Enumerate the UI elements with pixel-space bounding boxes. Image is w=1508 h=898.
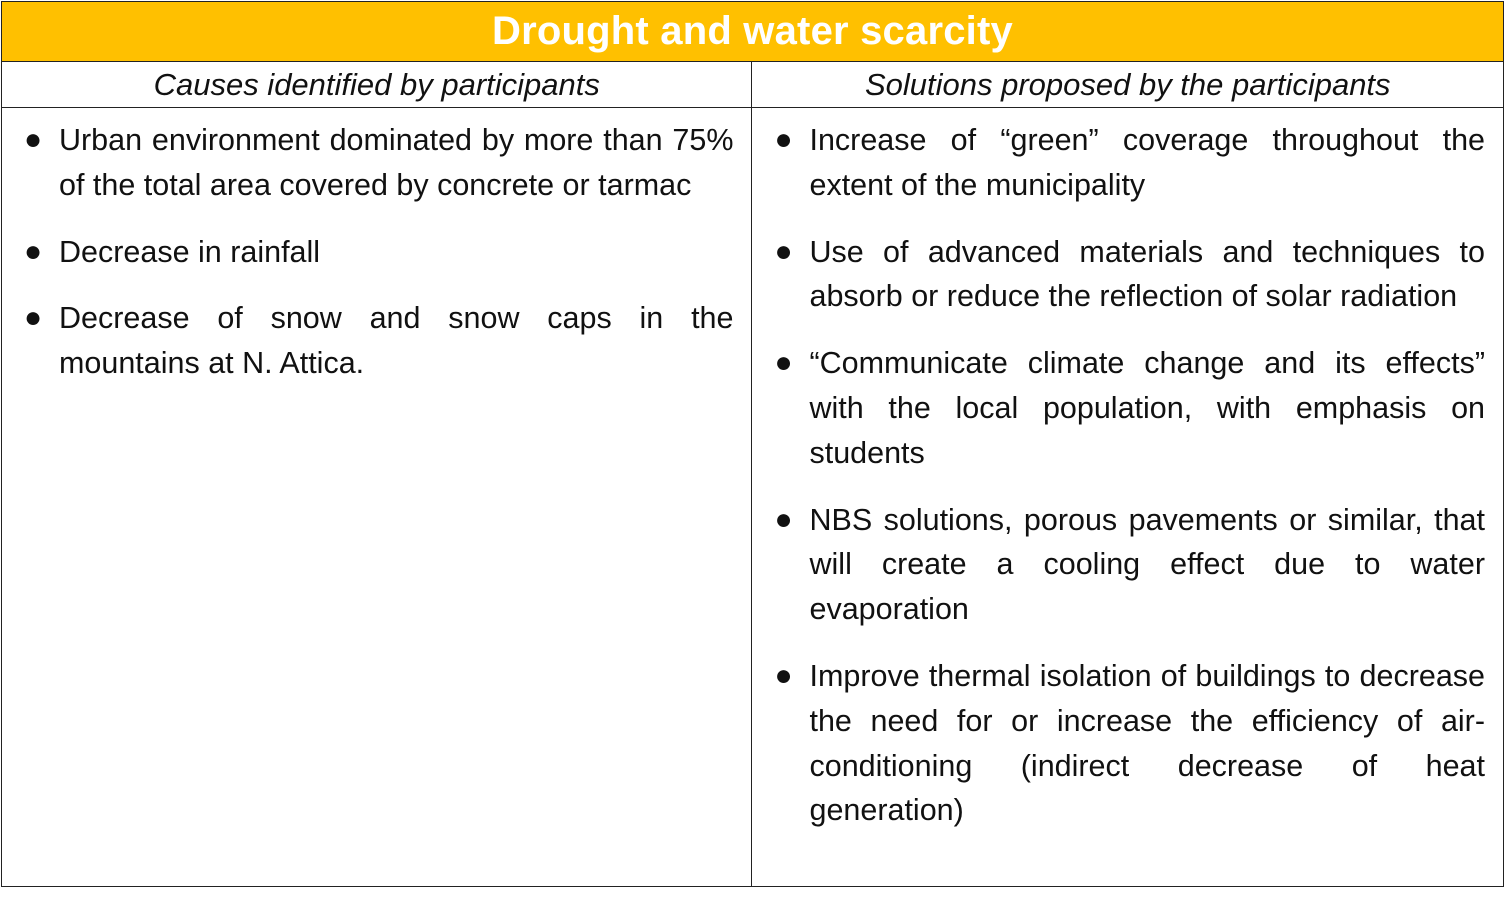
cause-text: Decrease in rainfall [59, 234, 321, 269]
solution-item [752, 654, 1485, 833]
solution-text: Use of advanced materials and techniques to absorb or reduce the reflection of solar radiation [809, 234, 1485, 314]
bullet-icon: ● [774, 234, 793, 268]
bullet-icon: ● [774, 346, 793, 380]
solution-item [752, 498, 1485, 632]
bullet-icon: ● [24, 234, 43, 268]
causes-header: Causes identified by participants [2, 62, 752, 108]
content-row [2, 108, 1504, 887]
bullet-icon: ● [774, 502, 793, 536]
bullet-icon: ● [24, 123, 43, 156]
bullet-icon: ● [774, 123, 793, 156]
solutions-header: Solutions proposed by the participants [752, 62, 1504, 108]
table-title: Drought and water scarcity [2, 2, 1504, 62]
solutions-cell [752, 108, 1504, 887]
cause-item [2, 296, 733, 386]
cause-item [2, 118, 733, 208]
solution-text: NBS solutions, porous pavements or similar, that will create a cooling effect due to water evaporation [809, 502, 1485, 627]
solution-text: “Communicate climate change and its effects” with the local population, with emphasis on students [809, 346, 1485, 470]
solution-text: Improve thermal isolation of buildings to decrease the need for or increase the efficiency of air-conditioning (indirect decrease of heat generation) [809, 658, 1485, 828]
bullet-icon: ● [24, 301, 43, 335]
causes-list [2, 108, 751, 386]
cause-item [2, 230, 733, 275]
drought-table [1, 1, 1504, 887]
solution-item [752, 230, 1485, 320]
solution-item [752, 341, 1485, 475]
title-row [2, 2, 1504, 62]
solutions-list [752, 108, 1503, 833]
cause-text: Urban environment dominated by more than 75% of the total area covered by concrete or tarmac [59, 123, 734, 202]
causes-cell [2, 108, 752, 887]
cause-text: Decrease of snow and snow caps in the mountains at N. Attica. [59, 301, 734, 381]
bullet-icon: ● [774, 658, 793, 692]
header-row [2, 62, 1504, 108]
solution-text: Increase of “green” coverage throughout the extent of the municipality [809, 123, 1485, 202]
solution-item [752, 118, 1485, 208]
